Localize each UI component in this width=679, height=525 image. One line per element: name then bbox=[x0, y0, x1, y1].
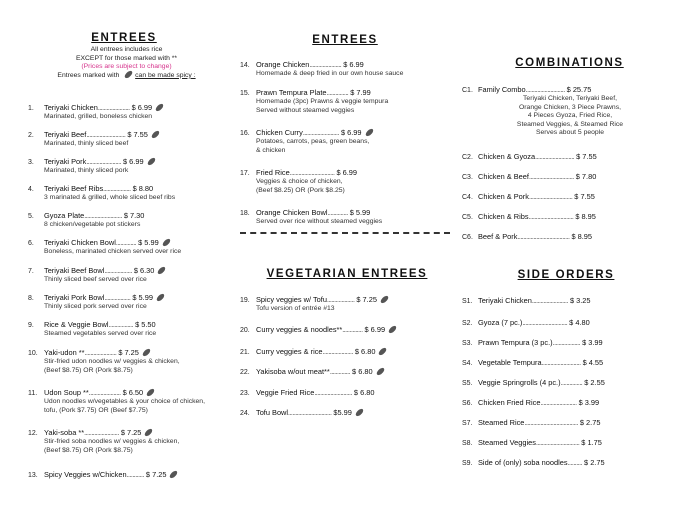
menu-item-line bbox=[462, 438, 662, 448]
item-name: Side of (only) soba noodles bbox=[478, 458, 568, 467]
item-description: Boneless, marinated chicken served over rice bbox=[44, 248, 182, 255]
menu-item bbox=[462, 338, 662, 348]
menu-item-line bbox=[28, 103, 233, 113]
item-leader-dots: ...................... bbox=[84, 350, 117, 357]
item-number: 19. bbox=[240, 297, 250, 304]
item-description: 8 chicken/vegetable pot stickers bbox=[44, 221, 141, 228]
item-description: (Beef $8.25) OR (Pork $8.25) bbox=[256, 186, 345, 194]
menu-item bbox=[28, 130, 233, 149]
item-description: Potatoes, carrots, peas, green beans, bbox=[256, 138, 370, 145]
item-number: 16. bbox=[240, 130, 250, 137]
item-name: Teriyaki Beef bbox=[44, 130, 87, 139]
menu-item-line bbox=[28, 320, 233, 330]
item-price: $ 7.55 bbox=[127, 130, 148, 139]
menu-item-line bbox=[240, 208, 450, 218]
item-leader-dots: ...................... bbox=[97, 105, 130, 112]
item-description: Homemade & deep fried in our own house sauce bbox=[256, 70, 404, 77]
item-number: C5. bbox=[462, 214, 473, 221]
menu-item-line bbox=[28, 266, 233, 276]
item-price: $ 7.30 bbox=[123, 211, 145, 220]
item-price: $ 6.30 bbox=[133, 266, 155, 275]
menu-item bbox=[28, 103, 233, 122]
vegetarian-heading: VEGETARIAN ENTREES bbox=[266, 268, 428, 280]
item-number: 22. bbox=[240, 369, 250, 376]
menu-item-line bbox=[462, 152, 662, 162]
item-number: 17. bbox=[240, 170, 250, 177]
item-price: $ 8.95 bbox=[571, 232, 593, 241]
item-leader-dots: ........................... bbox=[535, 154, 575, 161]
item-price: $ 8.80 bbox=[132, 184, 154, 193]
item-name: Udon Soup ** bbox=[44, 388, 89, 397]
item-leader-dots: ................... bbox=[104, 268, 132, 275]
item-number: 3. bbox=[28, 159, 34, 166]
menu-item bbox=[462, 438, 662, 448]
item-leader-dots: .............. bbox=[327, 210, 348, 217]
pepper-icon bbox=[155, 103, 165, 112]
menu-item bbox=[462, 418, 662, 428]
item-number: S8. bbox=[462, 440, 473, 447]
item-leader-dots: .......................... bbox=[84, 213, 122, 220]
item-name: Chicken & Ribs bbox=[478, 212, 529, 221]
item-leader-dots: ..................................... bbox=[524, 420, 578, 427]
menu-item bbox=[28, 320, 233, 339]
item-price: $ 7.99 bbox=[350, 88, 371, 97]
menu-item bbox=[462, 232, 662, 242]
item-leader-dots: ......................... bbox=[531, 298, 568, 305]
item-name: Orange Chicken Bowl bbox=[256, 208, 328, 217]
pepper-icon bbox=[146, 157, 156, 166]
item-leader-dots: ............................... bbox=[528, 174, 574, 181]
menu-item-line bbox=[240, 388, 450, 398]
pepper-icon bbox=[387, 325, 397, 334]
pepper-icon bbox=[379, 295, 389, 304]
item-name: Rice & Veggie Bowl bbox=[44, 320, 109, 329]
item-price: $ 4.80 bbox=[569, 318, 590, 327]
item-description: tofu, (Pork $7.75) OR (Beef $7.75) bbox=[44, 406, 148, 414]
item-number: 13. bbox=[28, 472, 38, 479]
item-number: S3. bbox=[462, 340, 473, 347]
item-price: $ 2.55 bbox=[584, 378, 605, 387]
item-name: Curry veggies & rice bbox=[256, 347, 323, 356]
item-number: 24. bbox=[240, 410, 250, 417]
item-price: $ 6.99 bbox=[343, 60, 364, 69]
pepper-icon bbox=[144, 428, 154, 437]
item-description: Thinly sliced beef served over rice bbox=[44, 276, 147, 283]
menu-item bbox=[240, 325, 450, 335]
item-number: 5. bbox=[28, 213, 34, 220]
intro-line-except: EXCEPT for those marked with ** bbox=[75, 54, 178, 62]
pepper-icon bbox=[141, 348, 151, 357]
item-description: Served over rice without steamed veggies bbox=[256, 218, 383, 225]
item-price: $ 3.99 bbox=[582, 338, 603, 347]
item-name: Teriyaki Beef Ribs bbox=[44, 184, 104, 193]
item-description: Thinly sliced pork served over rice bbox=[44, 303, 147, 310]
item-leader-dots: .............................. bbox=[528, 194, 573, 201]
item-name: Prawn Tempura Plate bbox=[256, 88, 327, 97]
menu-item bbox=[240, 60, 450, 79]
item-leader-dots: ............ bbox=[126, 472, 144, 479]
pepper-icon bbox=[378, 347, 388, 356]
item-leader-dots: ................... bbox=[326, 297, 355, 304]
intro-spicy-suffix: can be made spicy : bbox=[135, 71, 196, 79]
item-name: Vegetable Tempura bbox=[478, 358, 542, 367]
item-price: $ 7.55 bbox=[576, 152, 597, 161]
menu-item-line bbox=[240, 60, 450, 70]
menu-item bbox=[240, 128, 450, 155]
item-number: 6. bbox=[28, 240, 34, 247]
menu-item-line bbox=[28, 130, 233, 140]
item-leader-dots: .................. bbox=[104, 295, 131, 302]
menu-item bbox=[28, 211, 233, 230]
item-number: 10. bbox=[28, 350, 38, 357]
item-description: Steamed vegetables served over rice bbox=[44, 330, 157, 337]
item-number: 23. bbox=[240, 390, 250, 397]
item-leader-dots: ............... bbox=[326, 90, 349, 97]
item-number: 12. bbox=[28, 430, 38, 437]
menu-item-line bbox=[28, 428, 233, 438]
item-number: S1. bbox=[462, 298, 473, 305]
item-description: Served without steamed veggies bbox=[256, 106, 355, 114]
menu-item bbox=[462, 458, 662, 468]
menu-item bbox=[28, 388, 233, 415]
item-price: $ 6.99 bbox=[123, 157, 144, 166]
menu-item bbox=[462, 85, 662, 138]
menu-item-line bbox=[28, 470, 233, 480]
intro-line-rice: All entrees includes rice bbox=[90, 46, 163, 53]
item-name: Yaki-udon ** bbox=[44, 348, 85, 357]
item-price: $ 25.75 bbox=[566, 85, 592, 94]
item-name: Gyoza (7 pc.) bbox=[478, 318, 523, 327]
item-number: S2. bbox=[462, 320, 473, 327]
menu-item bbox=[462, 152, 662, 162]
item-leader-dots: ................... bbox=[103, 186, 131, 193]
menu-item-line bbox=[28, 348, 233, 358]
section-divider bbox=[240, 232, 450, 234]
item-price: $ 5.99 bbox=[132, 293, 153, 302]
combinations-heading: COMBINATIONS bbox=[515, 57, 624, 69]
item-description: Marinated, thinly sliced pork bbox=[44, 167, 129, 174]
item-number: 15. bbox=[240, 90, 250, 97]
item-name: Steamed Rice bbox=[478, 418, 525, 427]
menu-item-line bbox=[462, 338, 662, 348]
item-price: $ 7.25 bbox=[145, 470, 167, 479]
item-leader-dots: ......................... bbox=[302, 130, 339, 137]
item-leader-dots: ........................... bbox=[86, 132, 126, 139]
item-price: $ 7.25 bbox=[356, 295, 377, 304]
item-leader-dots: .............. bbox=[115, 240, 137, 247]
item-name: Tofu Bowl bbox=[256, 408, 289, 417]
menu-item-line bbox=[240, 88, 450, 98]
item-price: $ 4.55 bbox=[582, 358, 604, 367]
item-description: Orange Chicken, 3 Piece Prawns, bbox=[518, 103, 621, 111]
menu-item-line bbox=[462, 85, 662, 95]
item-description: Homemade (3pc) Prawns & veggie tempura bbox=[256, 98, 389, 105]
item-name: Steamed Veggies bbox=[478, 438, 536, 447]
item-name: Yaki-soba ** bbox=[44, 428, 85, 437]
item-name: Chicken Fried Rice bbox=[478, 398, 541, 407]
entrees-heading-1: ENTREES bbox=[91, 32, 157, 44]
item-price: $ 8.95 bbox=[575, 212, 596, 221]
menu-item-line bbox=[462, 296, 662, 306]
item-name: Veggie Fried Rice bbox=[256, 388, 315, 397]
menu-item-line bbox=[462, 418, 662, 428]
menu-item bbox=[240, 347, 450, 357]
menu-item bbox=[462, 318, 662, 328]
item-number: S7. bbox=[462, 420, 473, 427]
item-description: 4 Pieces Gyoza, Fried Rice, bbox=[527, 112, 613, 119]
menu-item bbox=[462, 172, 662, 182]
item-leader-dots: ............... bbox=[560, 380, 583, 387]
menu-item-line bbox=[240, 347, 450, 357]
menu-item-line bbox=[28, 211, 233, 221]
item-name: Chicken Curry bbox=[256, 128, 303, 137]
item-name: Gyoza Plate bbox=[44, 211, 85, 220]
item-name: Curry veggies & noodles** bbox=[256, 325, 343, 334]
item-price: $ 6.80 bbox=[354, 347, 376, 356]
item-description: Marinated, grilled, boneless chicken bbox=[44, 113, 153, 120]
menu-item-line bbox=[240, 325, 450, 335]
item-description: (Beef $8.75) OR (Pork $8.75) bbox=[44, 446, 133, 454]
pepper-icon bbox=[157, 266, 167, 275]
item-leader-dots: ...................... bbox=[88, 390, 121, 397]
item-leader-dots: ............................... bbox=[522, 320, 568, 327]
item-leader-dots: ............................... bbox=[289, 170, 335, 177]
item-price: $ 6.99 bbox=[340, 128, 362, 137]
item-price: $ 5.99 bbox=[349, 208, 371, 217]
item-description: Marinated, thinly sliced beef bbox=[44, 140, 129, 147]
item-price: $ 7.25 bbox=[118, 348, 139, 357]
menu-item bbox=[28, 184, 233, 203]
item-leader-dots: .............. bbox=[329, 369, 351, 376]
item-number: S5. bbox=[462, 380, 473, 387]
item-name: Orange Chicken bbox=[256, 60, 310, 69]
item-name: Spicy Veggies w/Chicken bbox=[44, 470, 127, 479]
item-number: 7. bbox=[28, 268, 34, 275]
item-description: & chicken bbox=[256, 146, 286, 154]
item-leader-dots: ........................... bbox=[541, 360, 581, 367]
item-leader-dots: .............................. bbox=[535, 440, 580, 447]
menu-item-line bbox=[462, 358, 662, 368]
item-leader-dots: ................. bbox=[108, 322, 134, 329]
item-leader-dots: ............................... bbox=[528, 214, 574, 221]
item-name: Veggie Springrolls (4 pc.) bbox=[478, 378, 561, 387]
item-number: 14. bbox=[240, 62, 250, 69]
item-price: $ 6.99 bbox=[364, 325, 386, 334]
menu-item-line bbox=[240, 128, 450, 138]
menu-item-line bbox=[28, 388, 233, 398]
item-leader-dots: ........................ bbox=[84, 430, 119, 437]
item-leader-dots: .................................... bbox=[517, 234, 570, 241]
item-name: Chicken & Gyoza bbox=[478, 152, 536, 161]
item-price: $ 7.25 bbox=[120, 428, 142, 437]
menu-item bbox=[28, 470, 233, 480]
item-number: C2. bbox=[462, 154, 473, 161]
item-leader-dots: .......................... bbox=[314, 390, 352, 397]
item-description: Stir-fried soba noodles w/ veggies & chicken, bbox=[44, 438, 180, 445]
intro-line-prices: (Prices are subject to change) bbox=[81, 63, 172, 71]
item-price: $ 6.99 bbox=[131, 103, 153, 112]
item-leader-dots: ........................... bbox=[525, 87, 565, 94]
item-description: Veggies & choice of chicken, bbox=[256, 178, 343, 185]
item-name: Chicken & Beef bbox=[478, 172, 529, 181]
menu-item-line bbox=[462, 212, 662, 222]
item-price: $ 7.55 bbox=[574, 192, 595, 201]
item-price: $5.99 bbox=[333, 408, 352, 417]
menu-item-line bbox=[462, 192, 662, 202]
menu-item-line bbox=[28, 184, 233, 194]
menu-item-line bbox=[240, 408, 450, 418]
item-name: Family Combo bbox=[478, 85, 526, 94]
item-leader-dots: ........................ bbox=[86, 159, 121, 166]
menu-item-line bbox=[28, 157, 233, 167]
item-description: Stir-fried udon noodles w/ veggies & chicken, bbox=[44, 358, 180, 365]
item-name: Chicken & Pork bbox=[478, 192, 529, 201]
item-number: C1. bbox=[462, 87, 473, 94]
item-number: S6. bbox=[462, 400, 473, 407]
menu-item bbox=[28, 348, 233, 375]
pepper-icon bbox=[124, 70, 134, 79]
item-price: $ 3.99 bbox=[578, 398, 600, 407]
menu-item-line bbox=[240, 367, 450, 377]
item-number: 20. bbox=[240, 327, 250, 334]
item-number: 21. bbox=[240, 349, 250, 356]
item-number: S9. bbox=[462, 460, 473, 467]
item-description: Steamed Veggies, & Steamed Rice bbox=[516, 120, 624, 128]
entrees-intro bbox=[24, 46, 229, 80]
item-number: 18. bbox=[240, 210, 250, 217]
menu-item bbox=[462, 398, 662, 408]
pepper-icon bbox=[150, 130, 160, 139]
menu-item bbox=[240, 295, 450, 314]
item-description: 3 marinated & grilled, whole sliced beef ribs bbox=[44, 194, 176, 201]
item-number: 4. bbox=[28, 186, 34, 193]
intro-spicy-prefix: Entrees marked with bbox=[57, 71, 120, 79]
menu-item bbox=[462, 358, 662, 368]
menu-item-line bbox=[462, 318, 662, 328]
item-description: (Beef $8.75) OR (Pork $8.75) bbox=[44, 366, 133, 374]
item-price: $ 5.99 bbox=[138, 238, 159, 247]
item-number: C3. bbox=[462, 174, 473, 181]
item-number: 11. bbox=[28, 390, 38, 397]
menu-item-line bbox=[462, 458, 662, 468]
item-price: $ 3.25 bbox=[569, 296, 591, 305]
pepper-icon bbox=[169, 470, 179, 479]
item-name: Teriyaki Chicken Bowl bbox=[44, 238, 116, 247]
item-description: Udon noodles w/vegetables & your choice of chicken, bbox=[44, 398, 205, 405]
item-name: Spicy veggies w/ Tofu bbox=[256, 295, 327, 304]
item-name: Beef & Pork bbox=[478, 232, 518, 241]
intro-line-spicy bbox=[24, 72, 229, 81]
menu-item bbox=[28, 157, 233, 176]
item-number: 2. bbox=[28, 132, 34, 139]
item-number: C6. bbox=[462, 234, 473, 241]
pepper-icon bbox=[364, 128, 374, 137]
side-orders-heading: SIDE ORDERS bbox=[517, 269, 615, 281]
item-leader-dots: .......... bbox=[567, 460, 583, 467]
menu-item bbox=[28, 293, 233, 312]
item-number: 8. bbox=[28, 295, 34, 302]
menu-item-line bbox=[462, 172, 662, 182]
menu-item bbox=[240, 408, 450, 418]
item-description: Serves about 5 people bbox=[535, 129, 605, 136]
item-name: Teriyaki Pork bbox=[44, 157, 87, 166]
item-price: $ 2.75 bbox=[584, 458, 605, 467]
item-number: 9. bbox=[28, 322, 34, 329]
menu-item bbox=[28, 238, 233, 257]
menu-item bbox=[462, 212, 662, 222]
item-name: Teriyaki Chicken bbox=[478, 296, 532, 305]
item-price: $ 6.99 bbox=[336, 168, 358, 177]
pepper-icon bbox=[375, 367, 385, 376]
menu-item bbox=[240, 367, 450, 377]
item-name: Fried Rice bbox=[256, 168, 290, 177]
menu-item-line bbox=[240, 168, 450, 178]
item-description: Tofu version of entrée #13 bbox=[256, 305, 335, 312]
item-leader-dots: ................... bbox=[552, 340, 581, 347]
pepper-icon bbox=[155, 293, 165, 302]
item-number: C4. bbox=[462, 194, 473, 201]
item-leader-dots: ......................... bbox=[540, 400, 577, 407]
entrees-heading-2: ENTREES bbox=[312, 34, 378, 46]
item-price: $ 7.80 bbox=[575, 172, 597, 181]
pepper-icon bbox=[161, 238, 171, 247]
menu-item bbox=[28, 266, 233, 285]
menu-item bbox=[240, 168, 450, 195]
item-name: Teriyaki Beef Bowl bbox=[44, 266, 105, 275]
item-number: S4. bbox=[462, 360, 473, 367]
item-name: Yakisoba w/out meat** bbox=[256, 367, 330, 376]
item-price: $ 1.75 bbox=[581, 438, 602, 447]
item-name: Prawn Tempura (3 pc.) bbox=[478, 338, 553, 347]
item-leader-dots: ..................... bbox=[322, 349, 353, 356]
menu-item bbox=[240, 208, 450, 227]
menu-item-line bbox=[462, 232, 662, 242]
item-price: $ 6.80 bbox=[353, 388, 375, 397]
menu-item bbox=[462, 192, 662, 202]
item-name: Teriyaki Chicken bbox=[44, 103, 98, 112]
menu-item-line bbox=[28, 293, 233, 303]
menu-item-line bbox=[462, 378, 662, 388]
pepper-icon bbox=[354, 408, 364, 417]
item-description: Teriyaki Chicken, Teriyaki Beef, bbox=[523, 95, 617, 102]
pepper-icon bbox=[146, 388, 156, 397]
item-price: $ 6.80 bbox=[352, 367, 373, 376]
menu-item-line bbox=[240, 295, 450, 305]
menu-item bbox=[240, 88, 450, 115]
menu-item bbox=[462, 296, 662, 306]
item-leader-dots: ...................... bbox=[309, 62, 342, 69]
item-price: $ 2.75 bbox=[579, 418, 601, 427]
item-leader-dots: .............. bbox=[342, 327, 363, 334]
menu-item bbox=[28, 428, 233, 455]
menu-item-line bbox=[462, 398, 662, 408]
menu-item-line bbox=[28, 238, 233, 248]
item-leader-dots: .............................. bbox=[288, 410, 332, 417]
item-number: 1. bbox=[28, 105, 34, 112]
item-name: Teriyaki Pork Bowl bbox=[44, 293, 105, 302]
menu-item bbox=[240, 388, 450, 398]
item-price: $ 6.50 bbox=[122, 388, 144, 397]
menu-item bbox=[462, 378, 662, 388]
item-price: $ 5.50 bbox=[135, 320, 156, 329]
